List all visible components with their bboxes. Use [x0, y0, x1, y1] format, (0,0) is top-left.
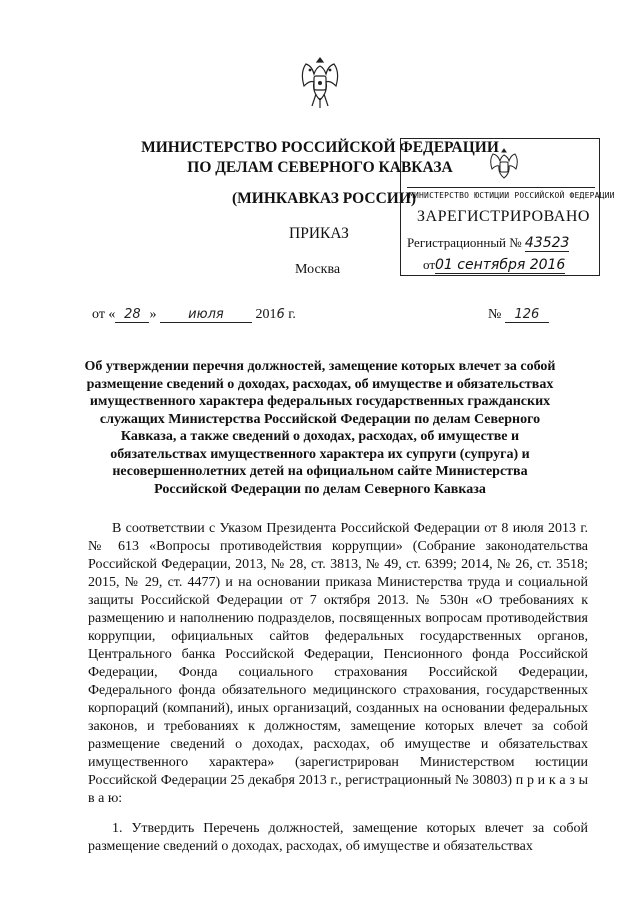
stamp-registration-date [423, 257, 565, 273]
ministry-abbreviation: (МИНКАВКАЗ РОССИИ) [232, 190, 417, 207]
registration-stamp [400, 138, 615, 276]
city: Москва [295, 262, 341, 277]
coat-of-arms-icon [296, 54, 344, 112]
stamp-reg-number: 43523 [524, 235, 570, 251]
stamp-registered: ЗАРЕГИСТРИРОВАНО [417, 208, 590, 225]
date-month: июля [160, 307, 252, 323]
date-year-prefix: 201 [255, 307, 277, 322]
date-mid: » [149, 307, 157, 322]
body-paragraph: 1. Утвердить Перечень должностей, замещение которых влечет за собой размещение сведений о доходах, расходах, об имуществе и обязательствах [88, 821, 588, 854]
document-type: ПРИКАЗ [289, 225, 349, 242]
coat-of-arms-icon [487, 147, 521, 183]
stamp-ministry: МИНИСТЕРСТВО ЮСТИЦИИ РОССИЙСКОЙ ФЕДЕРАЦИИ [409, 191, 615, 200]
order-number [488, 307, 549, 323]
date-suffix: г. [288, 307, 296, 322]
date-day: 28 [115, 307, 149, 323]
ministry-title-line2: ПО ДЕЛАМ СЕВЕРНОГО КАВКАЗА [187, 159, 453, 176]
body-paragraph: В соответствии с Указом Президента Российской Федерации от 8 июля 2013 г. № 613 «Вопросы противодействия коррупции» (Собрание законодательства Российской Федерации, 2013, № 28, ст. 3813, № 49, ст. 6399; 2014, № 26, ст. 3518; 2015, № 29, ст. 4477) и на основании приказа Министерства труда и социальной защиты Российской Федерации от 7 октября 2013. № 530н «О требованиях к размещению и наполнению подразделов, посвященных вопросам противодействия коррупции, официальных сайтов федеральных государственных органов, Центрального банка Российской Федерации, Пенсионного фонда Российской Федерации, Фонда социального страхования Российской Федерации, Федерального фонда обязательного медицинского страхования, государственных корпораций (компаний), иных организаций, созданных на основании федеральных законов, и требованиях к должностям, замещение которых влечет за собой размещение сведений о доходах, расходах, об имуществе и обязательствах имущественного характера» (зарегистрирован Министерством юстиции Российской Федерации 25 декабря 2013 г., регистрационный № 30803) п р и к а з ы в а ю: [88, 521, 588, 806]
ministry-title-line1: МИНИСТЕРСТВО РОССИЙСКОЙ ФЕДЕРАЦИИ [141, 139, 499, 156]
stamp-from-label: от [423, 257, 436, 272]
stamp-registration-number [407, 235, 569, 251]
stamp-from-date: 01 сентября 2016 [435, 257, 566, 273]
date-prefix: от « [92, 307, 116, 322]
number-prefix: № [488, 307, 502, 322]
date-year-digit: 6 [276, 307, 285, 322]
stamp-reg-label: Регистрационный № [407, 235, 522, 250]
number-value: 126 [505, 307, 549, 323]
order-subject: Об утверждении перечня должностей, замещение которых влечет за собой размещение сведений о доходах, расходах, об имуществе и обязательствах имущественного характера федеральных государственных гражданских служащих Министерства Российской Федерации по делам Северного Кавказа, а также сведений о доходах, расходах, об имуществе и обязательствах имущественного характера их супруги (супруга) и несовершеннолетних детей на официальном сайте Министерства Российской Федерации по делам Северного Кавказа [84, 359, 556, 497]
date-line [92, 307, 296, 323]
stamp-divider [407, 187, 595, 188]
